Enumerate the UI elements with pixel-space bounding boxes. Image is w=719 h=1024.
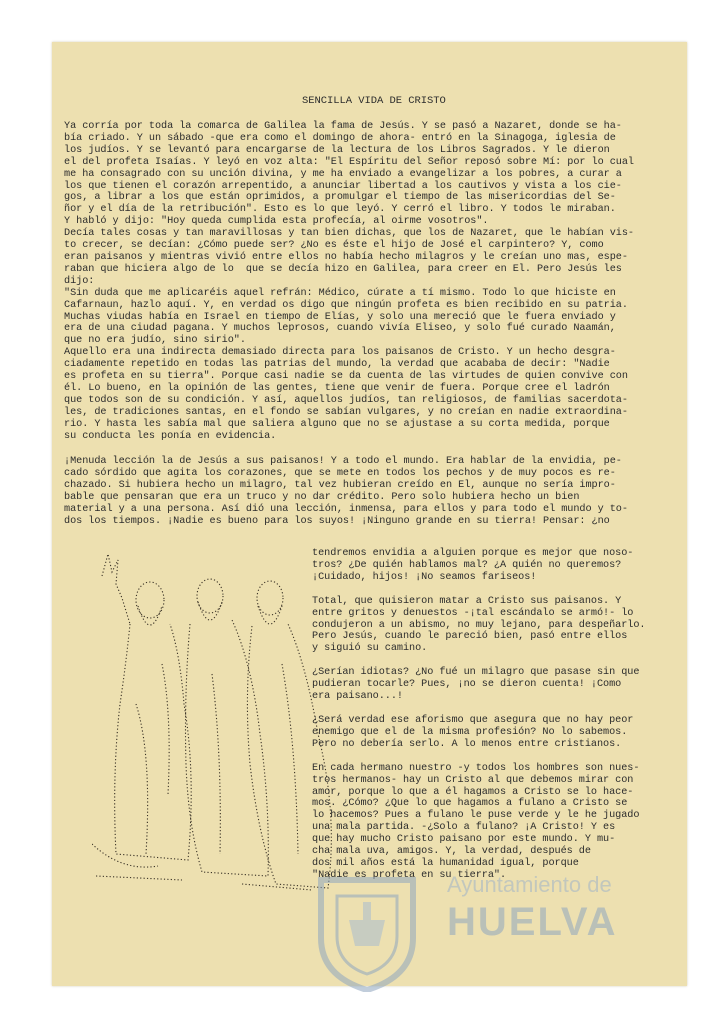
typed-page [52, 42, 687, 986]
text-line: raban que hiciera algo de lo que se decía hizo en Galilea, para creer en El. Pero Jesús les [64, 263, 622, 275]
text-line: eran paisanos y mientras vivió entre ellos no había hecho milagros y le creían uno mas, espe- [64, 251, 628, 263]
text-line: tros hermanos- hay un Cristo al que debemos mirar con [312, 774, 634, 786]
text-line: entre gritos y denuestos -¡tal escándalo se armó!- lo [312, 607, 634, 619]
text-line: ¿Será verdad ese aforismo que asegura que no hay peor [312, 714, 634, 726]
right-paragraph [312, 763, 674, 882]
text-line: bía criado. Y un sábado -que era como el domingo de ahora- entró en la Sinagoga, iglesia de [64, 132, 616, 144]
main-text [64, 121, 672, 528]
text-line: y siguió su camino. [312, 643, 428, 655]
text-line: cado sórdido que agita los corazones, que se mete en todos los pechos y de muy pocos es re- [64, 468, 616, 480]
text-line: to crecer, se decían: ¿Cómo puede ser? ¿No es éste el hijo de José el carpintero? Y, como [64, 240, 604, 252]
text-line: les, de tradiciones santas, en el fondo se sabían vulgares, y no creían en nadie extraordina- [64, 406, 628, 418]
right-column-text [312, 548, 674, 882]
text-line: era de una ciudad pagana. Y muchos leprosos, cuando vivía Eliseo, y solo fué curado Naamán, [64, 323, 616, 335]
text-line: dos los tiempos. ¡Nadie es bueno para los suyos! ¡Ninguno grande en su tierra! Pensar: ¿no [64, 516, 610, 527]
text-line: ¡Cuidado, hijos! ¡No seamos fariseos! [312, 571, 537, 583]
paragraph-2 [64, 456, 672, 527]
text-line: Aquello era una indirecta demasiado directa para los paisanos de Cristo. Y un hecho desgra- [64, 347, 616, 359]
text-line: Muchas viudas había en Israel en tiempo de Elías, y solo una mereció que le fuera enviado y [64, 311, 616, 323]
text-line: bable que pensaran que era un truco y no dar crédito. Pero solo hubiera hecho un bien [64, 492, 580, 504]
text-line: dijo: [64, 275, 95, 287]
text-line: "Nadie es profeta en su tierra". [312, 869, 507, 881]
text-line: me ha consagrado con su unción divina, y me ha enviado a evangelizar a los pobres, a curar a [64, 168, 622, 180]
text-line: una mala partida. -¿Solo a fulano? ¡A Cristo! Y es [312, 822, 616, 834]
right-paragraph [312, 548, 674, 584]
text-line: amor, porque lo que a él hagamos a Cristo se lo hace- [312, 786, 634, 798]
watermark-line2: HUELVA [447, 900, 618, 944]
text-line: que no era judío, sino sirio". [64, 335, 246, 347]
text-line: cha mala uva, amigos. Y, la verdad, después de [312, 846, 591, 858]
text-line: Cafarnaun, hazlo aquí. Y, en verdad os digo que ningún profeta es bien recibido en su patria. [64, 299, 628, 311]
right-blocks [312, 548, 674, 882]
paragraph-1 [64, 121, 672, 442]
text-line: ciadamente repetido en todas las patrias del mundo, la verdad que acababa de decir: "Nadie [64, 359, 610, 371]
text-line: Pero Jesús, cuando le pareció bien, pasó entre ellos [312, 631, 628, 643]
text-line: enemigo que el de la misma profesión? No lo sabemos. [312, 726, 628, 738]
huelva-seal-icon [307, 872, 427, 992]
text-line: ¡Menuda lección la de Jesús a sus paisanos! Y a todo el mundo. Era hablar de la envidia, pe- [64, 456, 622, 468]
text-line: ¿Serían idiotas? ¿No fué un milagro que pasase sin que [312, 667, 640, 679]
text-line: ñor y el día de la retribución". Esto es lo que leyó. Y cerró el libro. Y todos le miraban. [64, 204, 616, 216]
text-line: Pero no debería serlo. A lo menos entre cristianos. [312, 738, 622, 750]
text-line: que hay mucho Cristo paisano por este mundo. Y mu- [312, 834, 616, 846]
text-line: Ya corría por toda la comarca de Galilea la fama de Jesús. Y se pasó a Nazaret, donde se ha- [64, 121, 622, 132]
text-line: En cada hermano nuestro -y todos los hombres son nues- [312, 762, 640, 774]
text-line: Y habló y dijo: "Hoy queda cumplida esta profecía, al oirme vosotros". [64, 216, 489, 228]
right-paragraph [312, 715, 674, 751]
text-line: chazado. Si hubiera hecho un milagro, tal vez hubieran creído en El, aunque no sería impro- [64, 480, 616, 492]
text-line: que todos son de su condición. Y así, aquellos judíos, tan religiosos, de familias sacerdota- [64, 394, 628, 406]
text-line: material y a una persona. Así dió una lección, inmensa, para ellos y para todo el mundo y to- [64, 504, 628, 516]
text-line: rio. Y hasta les sabía mal que saliera alguno que no se ajustase a su corta medida, porque [64, 418, 610, 430]
text-line: él. Lo bueno, en la opinión de las gentes, tiene que venir de fuera. Porque cree el ladrón [64, 382, 610, 394]
text-line: "Sin duda que me aplicaréis aquel refrán: Médico, cúrate a tí mismo. Todo lo que hiciste en [64, 287, 616, 299]
watermark-line1: Ayuntamiento de [447, 872, 612, 897]
text-line: Total, que quisieron matar a Cristo sus paisanos. Y [312, 595, 622, 607]
text-line: su conducta les ponía en evidencia. [64, 430, 277, 442]
text-line: condujeron a un abismo, no muy lejano, para despeñarlo. [312, 619, 646, 631]
text-line: los judíos. Y se levantó para encargarse de la lectura de los Libros Sagrados. Y le dieron [64, 144, 610, 156]
text-line: pudieran tocarle? Pues, ¡no se dieron cuenta! ¡Como [312, 679, 622, 691]
text-line: es profeta en su tierra". Porque casi nadie se da cuenta de las virtudes de quien convive con [64, 371, 628, 383]
watermark [307, 872, 647, 992]
right-paragraph [312, 667, 674, 703]
text-line: dos mil años está la humanidad igual, porque [312, 857, 579, 869]
right-paragraph [312, 596, 674, 656]
page-title: SENCILLA VIDA DE CRISTO [302, 95, 446, 107]
text-line: lo hacemos? Pues a fulano le puse verde y le he jugado [312, 810, 640, 822]
text-line: tendremos envidia a alguien porque es mejor que noso- [312, 548, 634, 559]
text-line: el del profeta Isaías. Y leyó en voz alta: "El Espíritu del Señor reposó sobre Mí: por lo cual [64, 156, 634, 168]
text-line: Decía tales cosas y tan maravillosas y tan bien dichas, que los de Nazaret, que le habían vis- [64, 228, 634, 240]
text-line: gos, a librar a los que están oprimidos, a promulgar el tiempo de las misericordias del Se- [64, 192, 616, 204]
text-line: los que tienen el corazón arrepentido, a anunciar libertad a los cautivos y vista a los cie- [64, 180, 622, 192]
text-line: era paisano...! [312, 691, 403, 703]
text-line: tros? ¿De quién hablamos mal? ¿A quién no queremos? [312, 559, 622, 571]
text-line: mos. ¿Cómo? ¿Que lo que hagamos a fulano a Cristo se [312, 798, 628, 810]
